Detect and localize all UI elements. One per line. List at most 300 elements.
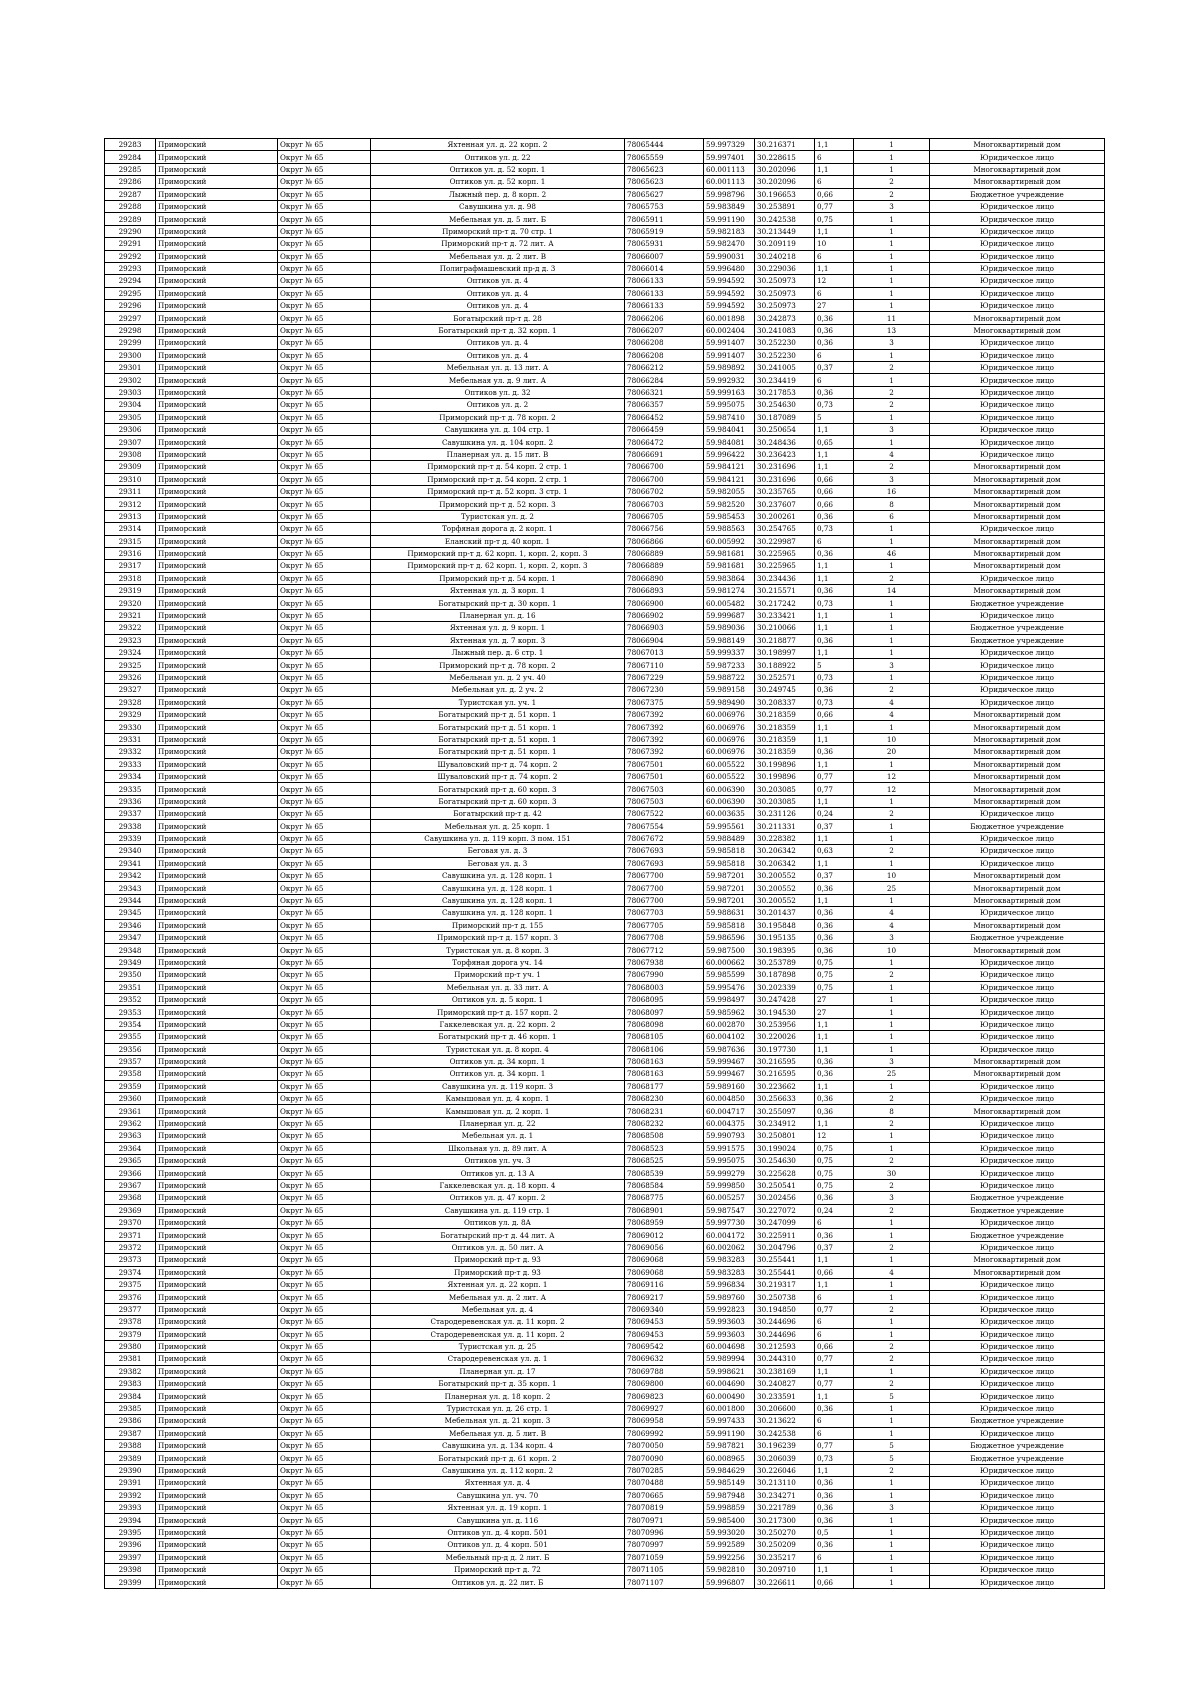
cell-volume: 1,1 — [815, 1117, 854, 1129]
cell-longitude: 30.215571 — [755, 585, 815, 597]
cell-address: Савушкина ул. д. 128 корп. 1 — [371, 894, 625, 906]
cell-okrug: Округ № 65 — [278, 1055, 371, 1067]
cell-owner-type: Многоквартирный дом — [930, 163, 1105, 175]
cell-district: Приморский — [156, 287, 278, 299]
table-row — [105, 374, 1105, 386]
cell-object-code: 78065627 — [625, 188, 704, 200]
cell-okrug: Округ № 65 — [278, 1489, 371, 1501]
cell-okrug: Округ № 65 — [278, 1155, 371, 1167]
cell-okrug: Округ № 65 — [278, 1105, 371, 1117]
cell-okrug: Округ № 65 — [278, 981, 371, 993]
cell-count: 1 — [854, 523, 930, 535]
cell-latitude: 59.999467 — [704, 1068, 755, 1080]
cell-volume: 0,66 — [815, 498, 854, 510]
cell-record-id: 29390 — [105, 1464, 156, 1476]
cell-latitude: 60.002062 — [704, 1241, 755, 1253]
table-row — [105, 1539, 1105, 1551]
cell-volume: 0,66 — [815, 1576, 854, 1588]
cell-owner-type: Юридическое лицо — [930, 684, 1105, 696]
cell-district: Приморский — [156, 1378, 278, 1390]
cell-okrug: Округ № 65 — [278, 932, 371, 944]
cell-longitude: 30.219317 — [755, 1278, 815, 1290]
cell-owner-type: Юридическое лицо — [930, 386, 1105, 398]
cell-object-code: 78069340 — [625, 1303, 704, 1315]
cell-count: 1 — [854, 1539, 930, 1551]
cell-longitude: 30.206600 — [755, 1402, 815, 1414]
cell-volume: 6 — [815, 1427, 854, 1439]
cell-object-code: 78065444 — [625, 139, 704, 151]
cell-district: Приморский — [156, 399, 278, 411]
cell-longitude: 30.240218 — [755, 250, 815, 262]
cell-volume: 6 — [815, 1291, 854, 1303]
cell-address: Приморский пр-т д. 70 стр. 1 — [371, 225, 625, 237]
cell-record-id: 29330 — [105, 721, 156, 733]
cell-volume: 0,36 — [815, 1501, 854, 1513]
cell-longitude: 30.201437 — [755, 907, 815, 919]
cell-record-id: 29382 — [105, 1365, 156, 1377]
cell-count: 2 — [854, 969, 930, 981]
cell-object-code: 78066705 — [625, 510, 704, 522]
cell-address: Мебельная ул. д. 1 — [371, 1130, 625, 1142]
cell-longitude: 30.203085 — [755, 783, 815, 795]
cell-district: Приморский — [156, 956, 278, 968]
cell-object-code: 78066208 — [625, 337, 704, 349]
cell-okrug: Округ № 65 — [278, 708, 371, 720]
cell-district: Приморский — [156, 808, 278, 820]
cell-district: Приморский — [156, 1551, 278, 1563]
cell-record-id: 29327 — [105, 684, 156, 696]
cell-latitude: 59.983283 — [704, 1254, 755, 1266]
cell-okrug: Округ № 65 — [278, 808, 371, 820]
cell-latitude: 60.001800 — [704, 1402, 755, 1414]
cell-latitude: 59.999279 — [704, 1167, 755, 1179]
table-row — [105, 696, 1105, 708]
cell-object-code: 78066133 — [625, 300, 704, 312]
cell-count: 25 — [854, 1068, 930, 1080]
cell-count: 2 — [854, 188, 930, 200]
cell-latitude: 60.002404 — [704, 324, 755, 336]
cell-address: Планерная ул. д. 16 — [371, 609, 625, 621]
cell-district: Приморский — [156, 1204, 278, 1216]
cell-district: Приморский — [156, 981, 278, 993]
table-row — [105, 708, 1105, 720]
cell-owner-type: Многоквартирный дом — [930, 498, 1105, 510]
cell-owner-type: Многоквартирный дом — [930, 560, 1105, 572]
cell-record-id: 29371 — [105, 1229, 156, 1241]
cell-owner-type: Многоквартирный дом — [930, 1254, 1105, 1266]
cell-owner-type: Бюджетное учреждение — [930, 1415, 1105, 1427]
cell-district: Приморский — [156, 597, 278, 609]
cell-longitude: 30.252571 — [755, 671, 815, 683]
cell-object-code: 78067700 — [625, 870, 704, 882]
cell-owner-type: Юридическое лицо — [930, 200, 1105, 212]
cell-count: 1 — [854, 250, 930, 262]
cell-address: Мебельная ул. д. 9 лит. А — [371, 374, 625, 386]
cell-latitude: 59.993603 — [704, 1316, 755, 1328]
cell-latitude: 59.982810 — [704, 1563, 755, 1575]
cell-longitude: 30.213110 — [755, 1477, 815, 1489]
table-row — [105, 238, 1105, 250]
cell-owner-type: Юридическое лицо — [930, 1117, 1105, 1129]
cell-district: Приморский — [156, 163, 278, 175]
cell-latitude: 60.004102 — [704, 1031, 755, 1043]
cell-address: Оптиков ул. д. 52 корп. 1 — [371, 176, 625, 188]
cell-district: Приморский — [156, 1278, 278, 1290]
cell-object-code: 78067693 — [625, 845, 704, 857]
cell-record-id: 29336 — [105, 795, 156, 807]
cell-owner-type: Юридическое лицо — [930, 1514, 1105, 1526]
cell-district: Приморский — [156, 1043, 278, 1055]
cell-district: Приморский — [156, 572, 278, 584]
cell-count: 1 — [854, 225, 930, 237]
cell-district: Приморский — [156, 225, 278, 237]
table-row — [105, 684, 1105, 696]
cell-address: Богатырский пр-т д. 51 корп. 1 — [371, 733, 625, 745]
cell-address: Туристская ул. д. 25 — [371, 1340, 625, 1352]
cell-latitude: 59.988722 — [704, 671, 755, 683]
cell-latitude: 59.990031 — [704, 250, 755, 262]
cell-count: 1 — [854, 721, 930, 733]
cell-volume: 1,1 — [815, 1390, 854, 1402]
table-row — [105, 783, 1105, 795]
cell-object-code: 78066007 — [625, 250, 704, 262]
table-row — [105, 1427, 1105, 1439]
table-row — [105, 1353, 1105, 1365]
cell-owner-type: Бюджетное учреждение — [930, 1204, 1105, 1216]
cell-record-id: 29355 — [105, 1031, 156, 1043]
cell-address: Лыжный пер. д. 6 стр. 1 — [371, 647, 625, 659]
cell-district: Приморский — [156, 1192, 278, 1204]
cell-district: Приморский — [156, 1452, 278, 1464]
table-row — [105, 362, 1105, 374]
cell-district: Приморский — [156, 907, 278, 919]
cell-longitude: 30.252230 — [755, 349, 815, 361]
cell-record-id: 29295 — [105, 287, 156, 299]
cell-okrug: Округ № 65 — [278, 1365, 371, 1377]
cell-district: Приморский — [156, 411, 278, 423]
cell-latitude: 60.004850 — [704, 1093, 755, 1105]
cell-latitude: 59.992932 — [704, 374, 755, 386]
cell-record-id: 29334 — [105, 770, 156, 782]
cell-record-id: 29358 — [105, 1068, 156, 1080]
table-row — [105, 547, 1105, 559]
table-row — [105, 1452, 1105, 1464]
cell-address: Приморский пр-т д. 155 — [371, 919, 625, 931]
cell-district: Приморский — [156, 312, 278, 324]
table-row — [105, 944, 1105, 956]
cell-count: 1 — [854, 894, 930, 906]
cell-record-id: 29395 — [105, 1526, 156, 1538]
table-row — [105, 585, 1105, 597]
cell-volume: 0,77 — [815, 1303, 854, 1315]
cell-volume: 0,36 — [815, 1402, 854, 1414]
cell-address: Оптиков ул. д. 4 — [371, 349, 625, 361]
cell-owner-type: Юридическое лицо — [930, 808, 1105, 820]
cell-okrug: Округ № 65 — [278, 163, 371, 175]
cell-okrug: Округ № 65 — [278, 845, 371, 857]
cell-address: Богатырский пр-т д. 30 корп. 1 — [371, 597, 625, 609]
cell-district: Приморский — [156, 1055, 278, 1067]
cell-address: Богатырский пр-т д. 28 — [371, 312, 625, 324]
cell-owner-type: Юридическое лицо — [930, 1340, 1105, 1352]
table-row — [105, 560, 1105, 572]
cell-owner-type: Многоквартирный дом — [930, 894, 1105, 906]
cell-latitude: 59.985599 — [704, 969, 755, 981]
cell-volume: 0,73 — [815, 523, 854, 535]
cell-record-id: 29352 — [105, 993, 156, 1005]
cell-record-id: 29341 — [105, 857, 156, 869]
cell-address: Приморский пр-т д. 78 корп. 2 — [371, 411, 625, 423]
cell-okrug: Округ № 65 — [278, 857, 371, 869]
cell-count: 1 — [854, 609, 930, 621]
cell-object-code: 78065911 — [625, 213, 704, 225]
cell-record-id: 29309 — [105, 461, 156, 473]
cell-district: Приморский — [156, 1328, 278, 1340]
cell-record-id: 29361 — [105, 1105, 156, 1117]
cell-longitude: 30.233421 — [755, 609, 815, 621]
cell-volume: 12 — [815, 1130, 854, 1142]
cell-longitude: 30.199024 — [755, 1142, 815, 1154]
cell-count: 25 — [854, 882, 930, 894]
cell-district: Приморский — [156, 250, 278, 262]
cell-district: Приморский — [156, 1340, 278, 1352]
cell-district: Приморский — [156, 1006, 278, 1018]
cell-object-code: 78066893 — [625, 585, 704, 597]
cell-object-code: 78066756 — [625, 523, 704, 535]
cell-district: Приморский — [156, 1031, 278, 1043]
cell-district: Приморский — [156, 523, 278, 535]
cell-longitude: 30.198997 — [755, 647, 815, 659]
cell-object-code: 78067392 — [625, 708, 704, 720]
cell-count: 1 — [854, 374, 930, 386]
cell-owner-type: Юридическое лицо — [930, 1576, 1105, 1588]
cell-object-code: 78067554 — [625, 820, 704, 832]
cell-count: 3 — [854, 932, 930, 944]
table-row — [105, 956, 1105, 968]
cell-count: 2 — [854, 176, 930, 188]
cell-district: Приморский — [156, 857, 278, 869]
cell-object-code: 78068525 — [625, 1155, 704, 1167]
cell-count: 2 — [854, 1204, 930, 1216]
cell-volume: 1,1 — [815, 163, 854, 175]
cell-count: 3 — [854, 423, 930, 435]
cell-latitude: 59.985818 — [704, 857, 755, 869]
cell-latitude: 59.998796 — [704, 188, 755, 200]
cell-address: Богатырский пр-т д. 44 лит. А — [371, 1229, 625, 1241]
cell-record-id: 29375 — [105, 1278, 156, 1290]
cell-longitude: 30.229036 — [755, 262, 815, 274]
cell-object-code: 78067672 — [625, 832, 704, 844]
cell-object-code: 78066889 — [625, 547, 704, 559]
cell-count: 2 — [854, 399, 930, 411]
cell-longitude: 30.252230 — [755, 337, 815, 349]
cell-object-code: 78071105 — [625, 1563, 704, 1575]
cell-owner-type: Юридическое лицо — [930, 1489, 1105, 1501]
cell-object-code: 78067503 — [625, 783, 704, 795]
cell-okrug: Округ № 65 — [278, 1204, 371, 1216]
cell-volume: 0,36 — [815, 1489, 854, 1501]
cell-latitude: 59.998497 — [704, 993, 755, 1005]
table-row — [105, 721, 1105, 733]
cell-okrug: Округ № 65 — [278, 1179, 371, 1191]
cell-record-id: 29340 — [105, 845, 156, 857]
table-row — [105, 1464, 1105, 1476]
cell-record-id: 29285 — [105, 163, 156, 175]
cell-longitude: 30.208337 — [755, 696, 815, 708]
cell-record-id: 29349 — [105, 956, 156, 968]
cell-okrug: Округ № 65 — [278, 349, 371, 361]
cell-address: Шуваловский пр-т д. 74 корп. 2 — [371, 758, 625, 770]
cell-address: Мебельная ул. д. 2 уч. 40 — [371, 671, 625, 683]
cell-okrug: Округ № 65 — [278, 139, 371, 151]
cell-okrug: Округ № 65 — [278, 1291, 371, 1303]
cell-latitude: 59.999467 — [704, 1055, 755, 1067]
cell-count: 8 — [854, 1105, 930, 1117]
cell-volume: 6 — [815, 176, 854, 188]
table-row — [105, 1440, 1105, 1452]
table-row — [105, 473, 1105, 485]
table-row — [105, 969, 1105, 981]
cell-okrug: Округ № 65 — [278, 758, 371, 770]
cell-longitude: 30.253789 — [755, 956, 815, 968]
cell-object-code: 78065623 — [625, 176, 704, 188]
cell-owner-type: Юридическое лицо — [930, 1526, 1105, 1538]
table-row — [105, 746, 1105, 758]
cell-okrug: Округ № 65 — [278, 993, 371, 1005]
cell-longitude: 30.248436 — [755, 436, 815, 448]
cell-district: Приморский — [156, 783, 278, 795]
table-row — [105, 1204, 1105, 1216]
cell-okrug: Округ № 65 — [278, 312, 371, 324]
cell-volume: 0,36 — [815, 882, 854, 894]
cell-record-id: 29354 — [105, 1018, 156, 1030]
cell-address: Мебельная ул. д. 2 уч. 2 — [371, 684, 625, 696]
cell-object-code: 78065753 — [625, 200, 704, 212]
cell-okrug: Округ № 65 — [278, 795, 371, 807]
table-row — [105, 1551, 1105, 1563]
cell-object-code: 78066133 — [625, 275, 704, 287]
cell-address: Туристская ул. д. 8 корп. 4 — [371, 1043, 625, 1055]
cell-address: Савушкина ул. д. 112 корп. 2 — [371, 1464, 625, 1476]
cell-longitude: 30.199896 — [755, 758, 815, 770]
cell-okrug: Округ № 65 — [278, 832, 371, 844]
cell-okrug: Округ № 65 — [278, 1501, 371, 1513]
cell-latitude: 59.988631 — [704, 907, 755, 919]
cell-count: 1 — [854, 1006, 930, 1018]
cell-address: Мебельный пр-д д. 2 лит. Б — [371, 1551, 625, 1563]
table-row — [105, 1526, 1105, 1538]
cell-address: Мебельная ул. д. 13 лит. А — [371, 362, 625, 374]
cell-latitude: 59.987821 — [704, 1440, 755, 1452]
cell-volume: 0,36 — [815, 634, 854, 646]
cell-latitude: 60.000490 — [704, 1390, 755, 1402]
cell-district: Приморский — [156, 510, 278, 522]
cell-record-id: 29353 — [105, 1006, 156, 1018]
cell-owner-type: Юридическое лицо — [930, 659, 1105, 671]
cell-okrug: Округ № 65 — [278, 1390, 371, 1402]
table-row — [105, 200, 1105, 212]
cell-volume: 0,36 — [815, 337, 854, 349]
table-row — [105, 1501, 1105, 1513]
cell-longitude: 30.255097 — [755, 1105, 815, 1117]
cell-latitude: 60.004375 — [704, 1117, 755, 1129]
cell-owner-type: Юридическое лицо — [930, 1241, 1105, 1253]
cell-count: 10 — [854, 733, 930, 745]
cell-object-code: 78067703 — [625, 907, 704, 919]
cell-object-code: 78068231 — [625, 1105, 704, 1117]
cell-count: 1 — [854, 758, 930, 770]
cell-latitude: 59.996834 — [704, 1278, 755, 1290]
cell-count: 1 — [854, 956, 930, 968]
cell-latitude: 60.006976 — [704, 721, 755, 733]
cell-record-id: 29357 — [105, 1055, 156, 1067]
cell-longitude: 30.225911 — [755, 1229, 815, 1241]
cell-count: 1 — [854, 832, 930, 844]
cell-object-code: 78066700 — [625, 473, 704, 485]
cell-count: 10 — [854, 870, 930, 882]
cell-volume: 6 — [815, 1328, 854, 1340]
cell-district: Приморский — [156, 932, 278, 944]
cell-latitude: 60.005522 — [704, 770, 755, 782]
cell-volume: 0,66 — [815, 1340, 854, 1352]
table-row — [105, 423, 1105, 435]
cell-count: 20 — [854, 746, 930, 758]
cell-district: Приморский — [156, 944, 278, 956]
cell-owner-type: Многоквартирный дом — [930, 746, 1105, 758]
cell-record-id: 29350 — [105, 969, 156, 981]
cell-owner-type: Юридическое лицо — [930, 969, 1105, 981]
cell-object-code: 78069116 — [625, 1278, 704, 1290]
cell-volume: 0,36 — [815, 919, 854, 931]
cell-record-id: 29385 — [105, 1402, 156, 1414]
cell-volume: 0,36 — [815, 944, 854, 956]
cell-address: Яхтенная ул. д. 19 корп. 1 — [371, 1501, 625, 1513]
cell-district: Приморский — [156, 1390, 278, 1402]
cell-address: Савушкина ул. д. 98 — [371, 200, 625, 212]
cell-object-code: 78067375 — [625, 696, 704, 708]
cell-owner-type: Юридическое лицо — [930, 1130, 1105, 1142]
cell-address: Планерная ул. д. 18 корп. 2 — [371, 1390, 625, 1402]
cell-object-code: 78067230 — [625, 684, 704, 696]
cell-count: 1 — [854, 1278, 930, 1290]
cell-volume: 0,75 — [815, 981, 854, 993]
cell-record-id: 29292 — [105, 250, 156, 262]
cell-district: Приморский — [156, 547, 278, 559]
cell-okrug: Округ № 65 — [278, 485, 371, 497]
cell-record-id: 29394 — [105, 1514, 156, 1526]
cell-district: Приморский — [156, 894, 278, 906]
cell-record-id: 29312 — [105, 498, 156, 510]
table-row — [105, 1216, 1105, 1228]
cell-volume: 6 — [815, 1415, 854, 1427]
cell-latitude: 59.981681 — [704, 560, 755, 572]
cell-count: 1 — [854, 139, 930, 151]
cell-owner-type: Юридическое лицо — [930, 1353, 1105, 1365]
cell-address: Приморский пр-т уч. 1 — [371, 969, 625, 981]
cell-latitude: 59.985818 — [704, 845, 755, 857]
cell-latitude: 60.000662 — [704, 956, 755, 968]
cell-count: 1 — [854, 1526, 930, 1538]
table-row — [105, 622, 1105, 634]
cell-count: 2 — [854, 1378, 930, 1390]
cell-volume: 0,24 — [815, 808, 854, 820]
cell-longitude: 30.254630 — [755, 1155, 815, 1167]
cell-latitude: 60.004172 — [704, 1229, 755, 1241]
cell-longitude: 30.218359 — [755, 746, 815, 758]
cell-district: Приморский — [156, 1576, 278, 1588]
cell-longitude: 30.234436 — [755, 572, 815, 584]
cell-count: 1 — [854, 213, 930, 225]
